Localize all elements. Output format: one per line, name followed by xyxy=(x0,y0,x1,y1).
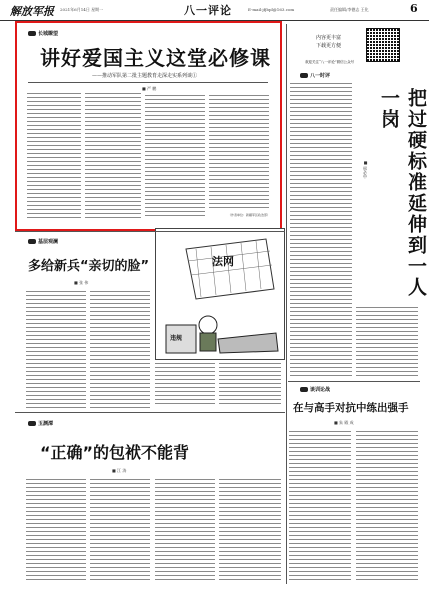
lead-title-rule xyxy=(28,82,268,83)
section-title: 八一评论 xyxy=(184,4,232,17)
cartoon-net-label: 法网 xyxy=(212,255,234,268)
lead-title: 讲好爱国主义这堂必修课 xyxy=(40,46,271,70)
right-title: 把过硬标准延伸到一人一岗 xyxy=(378,88,427,298)
mid-title: 多给新兵“亲切的脸” xyxy=(28,259,150,274)
horizontal-divider-1 xyxy=(15,231,285,232)
lead-column-tag: 长城瞭望 xyxy=(28,30,58,37)
editorial-cartoon xyxy=(155,228,285,360)
bottom-left-body-col-2 xyxy=(90,478,150,582)
horizontal-divider-3 xyxy=(288,381,420,382)
horizontal-divider-2 xyxy=(15,412,285,413)
vertical-divider xyxy=(286,24,287,584)
right-body-col-1 xyxy=(290,82,352,376)
lead-body-col-1 xyxy=(27,92,81,218)
lead-signoff: （作者单位：新疆军区政治部） xyxy=(228,213,271,217)
bottom-left-column-tag: 玉渊潭 xyxy=(28,420,53,427)
mid-body-col-1 xyxy=(26,290,86,408)
mid-author: ■ 张 伟 xyxy=(74,280,89,285)
bottom-left-title: “正确”的包袱不能背 xyxy=(40,443,190,462)
lead-body-col-2 xyxy=(85,92,141,218)
promo-line-2: 下载更方便 xyxy=(316,43,342,49)
bottom-right-title: 在与高手对抗中练出强手 xyxy=(293,402,409,414)
section-email: E-mail:jfjbpl@163.com xyxy=(248,7,295,12)
page-number: 6 xyxy=(410,2,418,15)
qr-code xyxy=(366,28,400,62)
bottom-left-body-col-1 xyxy=(26,478,86,582)
mid-body-col-4 xyxy=(219,362,281,406)
bottom-left-author: ■ 江 涛 xyxy=(112,468,127,473)
bottom-left-body-col-3 xyxy=(155,478,215,582)
bottom-right-author: ■ 朱 殿 成 xyxy=(334,420,354,425)
promo-line-1: 内容更丰富 xyxy=(316,35,342,41)
masthead xyxy=(0,0,429,21)
lead-author: ■ 严 鹏 xyxy=(142,86,157,91)
mid-body-col-2 xyxy=(90,290,150,408)
cartoon-sign-label: 违规 xyxy=(170,335,183,342)
lead-subtitle: ——推动军队第二批主题教育走深走实系列谈① xyxy=(92,73,198,79)
bottom-right-body-col-1 xyxy=(289,430,351,580)
bottom-left-body-col-4 xyxy=(219,478,281,582)
right-body-col-2 xyxy=(356,306,418,376)
right-column-tag: 八一时评 xyxy=(300,72,330,79)
mid-column-tag: 基层观澜 xyxy=(28,238,58,245)
bottom-right-body-col-2 xyxy=(356,430,418,580)
mid-body-col-3 xyxy=(155,362,215,406)
bottom-right-column-tag: 谈训论战 xyxy=(300,386,330,393)
right-author: ■ 邢必中 xyxy=(363,160,368,179)
editors-line: 责任编辑/李德志 王化 xyxy=(330,7,369,12)
lead-body-col-3 xyxy=(145,94,205,218)
promo-caption: 欢迎关注“八一评论”微信公众号 xyxy=(305,60,355,64)
newspaper-logo: 解放军报 xyxy=(10,5,54,18)
issue-date: 2021年6月14日 星期一 xyxy=(60,7,104,12)
lead-body-col-4 xyxy=(209,94,269,210)
